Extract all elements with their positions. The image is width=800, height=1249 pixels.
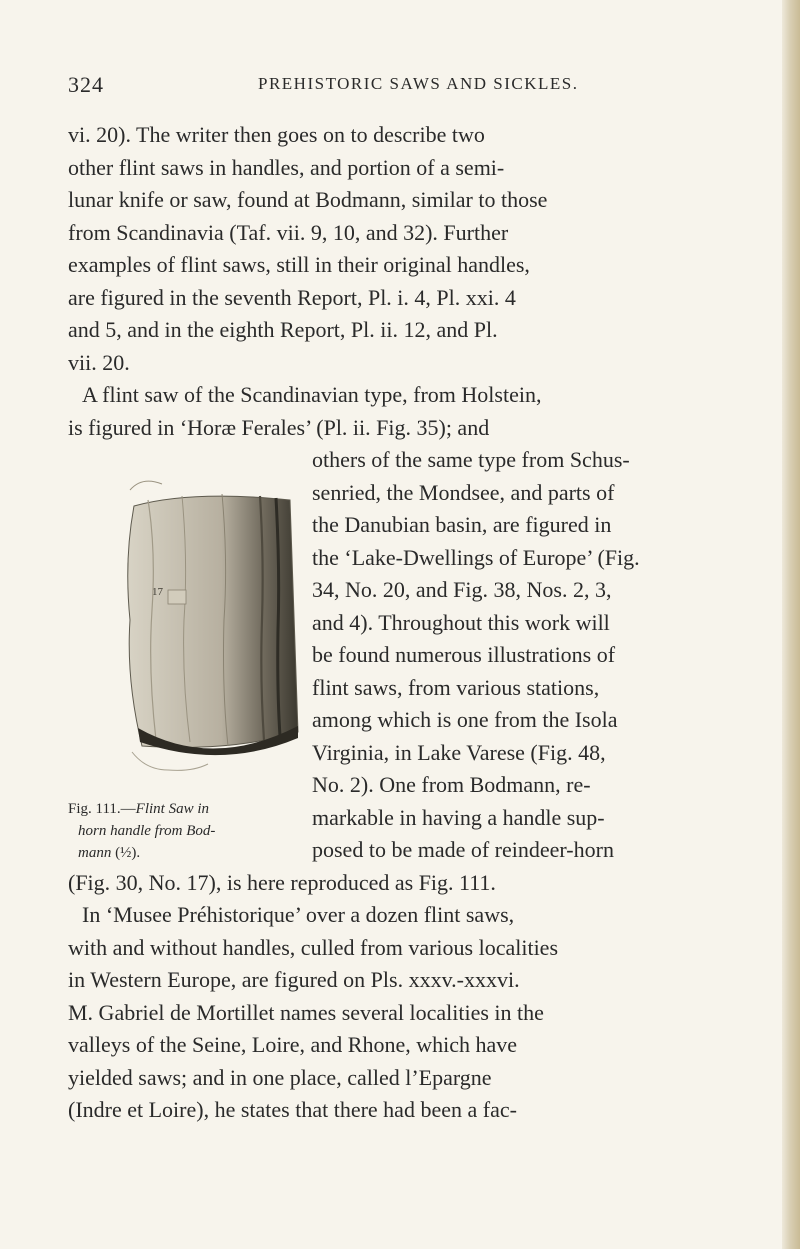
text-line: is figured in ‘Horæ Ferales’ (Pl. ii. Fig. 35); and (68, 414, 490, 440)
caption-line (68, 798, 209, 820)
text-line: vii. 20. (68, 349, 130, 375)
text-line: the ‘Lake-Dwellings of Europe’ (Fig. (312, 544, 640, 570)
text-line: among which is one from the Isola (312, 707, 618, 732)
paragraph-3 (68, 900, 768, 1140)
text-line: senried, the Mondsee, and parts of (312, 479, 615, 505)
text-line: others of the same type from Schus- (312, 447, 630, 472)
text-line: In ‘Musee Préhistorique’ over a dozen flint saws, (82, 902, 515, 927)
running-head: PREHISTORIC SAWS AND SICKLES. (258, 74, 579, 93)
text-line: No. 2). One from Bodmann, re- (312, 772, 591, 797)
text-line: (Fig. 30, No. 17), is here reproduced as Fig. 111. (68, 870, 496, 895)
flint-saw-illustration (112, 470, 312, 800)
page-edge (782, 0, 800, 1249)
text-line: be found numerous illustrations of (312, 642, 616, 667)
text-line: in Western Europe, are figured on Pls. xxxv.-xxxvi. (68, 967, 520, 992)
caption-scale: (½). (115, 845, 141, 861)
text-line: markable in having a handle sup- (312, 804, 605, 830)
text-line: valleys of the Seine, Loire, and Rhone, which have (68, 1032, 518, 1057)
caption-line (78, 842, 140, 864)
text-line: from Scandinavia (Taf. vii. 9, 10, and 32). Further (68, 219, 509, 245)
paragraph-1 (68, 120, 768, 380)
caption-line: horn handle from Bod- (78, 823, 216, 839)
text-line: lunar knife or saw, found at Bodmann, similar to those (68, 187, 548, 212)
paragraph-2-continuation (68, 868, 768, 898)
text-line: A flint saw of the Scandinavian type, from Holstein, (82, 382, 542, 407)
flint-saw-engraving (112, 470, 312, 800)
text-line: are figured in the seventh Report, Pl. i. 4, Pl. xxi. 4 (68, 284, 516, 310)
caption-place: mann (78, 845, 112, 861)
page-number: 324 (68, 72, 104, 97)
text-line: the Danubian basin, are figured in (312, 512, 612, 537)
text-line: flint saws, from various stations, (312, 674, 600, 700)
text-line: (Indre et Loire), he states that there had been a fac- (68, 1097, 517, 1122)
figure-number-label: 17 (152, 586, 163, 598)
caption-prefix: Fig. 111.— (68, 801, 136, 817)
text-line: and 5, and in the eighth Report, Pl. ii. 12, and Pl. (68, 317, 498, 342)
text-line: and 4). Throughout this work will (312, 609, 610, 635)
text-line: other flint saws in handles, and portion of a semi- (68, 154, 505, 180)
text-line: with and without handles, culled from various localities (68, 934, 559, 960)
paragraph-2-wrapped (312, 445, 772, 875)
page-header (0, 72, 800, 102)
text-line: vi. 20). The writer then goes on to describe two (68, 122, 485, 147)
text-line: M. Gabriel de Mortillet names several localities in the (68, 999, 544, 1025)
caption-title: Flint Saw in (135, 801, 209, 817)
text-line: yielded saws; and in one place, called l’Epargne (68, 1064, 492, 1090)
text-line: Virginia, in Lake Varese (Fig. 48, (312, 739, 606, 765)
text-line: examples of flint saws, still in their original handles, (68, 252, 530, 277)
text-line: posed to be made of reindeer-horn (312, 837, 614, 862)
text-line: 34, No. 20, and Fig. 38, Nos. 2, 3, (312, 577, 612, 602)
